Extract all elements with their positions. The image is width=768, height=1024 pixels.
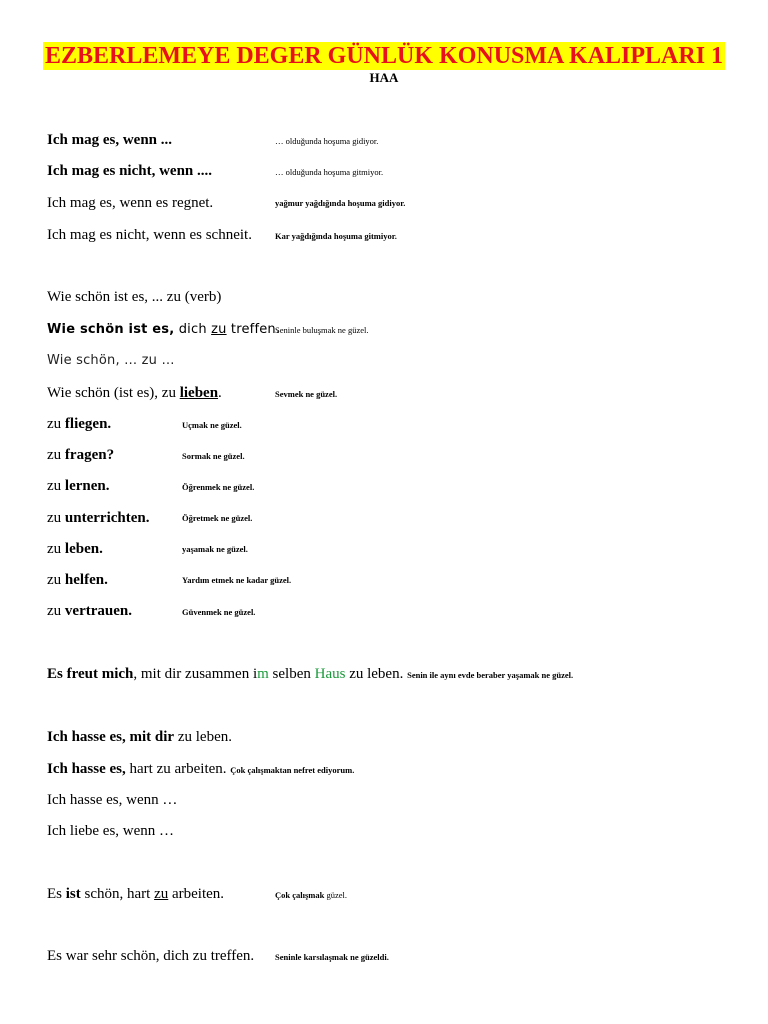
verb-prefix: zu [47, 447, 65, 463]
phrase-part: lieben [179, 385, 219, 401]
translation-line: Öğrenmek ne güzel. [182, 482, 255, 492]
translation-line: Kar yağdığında hoşuma gitmiyor. [275, 231, 397, 241]
phrase-part: arbeiten. [168, 886, 225, 902]
phrase-part: ist [65, 886, 81, 902]
verb-prefix: zu [47, 603, 65, 619]
phrase-line [47, 728, 232, 746]
phrase-line: Ich mag es nicht, wenn es schneit. [47, 227, 252, 243]
translation-line: Güvenmek ne güzel. [182, 607, 256, 617]
translation-line: yaşamak ne güzel. [182, 544, 248, 554]
translation-line: yağmur yağdığında hoşuma gidiyor. [275, 198, 406, 208]
phrase-part: dich [174, 322, 212, 337]
phrase-part: zu leben. [174, 729, 232, 745]
phrase-part: zu [211, 322, 227, 337]
translation-line: Uçmak ne güzel. [182, 420, 242, 430]
verb: helfen. [64, 572, 108, 588]
page-subtitle: HAA [369, 70, 399, 85]
translation-line: Seninle karsılaşmak ne güzeldi. [275, 952, 389, 962]
verb: lernen. [64, 478, 110, 494]
phrase-part: zu [154, 886, 169, 902]
phrase-line: Ich mag es, wenn es regnet. [47, 195, 214, 211]
phrase-part: Wie schön (ist es), zu [47, 385, 180, 401]
phrase-part: Es freut mich [47, 666, 134, 682]
phrase-part: treffen. [226, 322, 281, 337]
translation-line: … olduğunda hoşuma gitmiyor. [275, 167, 384, 177]
translation-line [275, 889, 347, 901]
phrase-part: . [218, 385, 222, 401]
verb-prefix: zu [47, 416, 65, 432]
translation-part: Çok çalışmak [275, 890, 325, 900]
verb: vertrauen. [64, 603, 132, 619]
verb: fragen? [64, 447, 115, 463]
verb: fliegen. [64, 416, 112, 432]
verb-line [47, 540, 103, 558]
phrase-line [47, 665, 573, 684]
phrase-part: Wie schön ist es, [47, 322, 175, 337]
phrase-line [47, 885, 224, 903]
phrase-part: schön, hart [80, 886, 155, 902]
verb-line [47, 477, 110, 495]
phrase-line: Ich liebe es, wenn … [47, 823, 175, 839]
phrase-part: hart zu arbeiten. [125, 761, 231, 777]
phrase-line: Ich mag es, wenn ... [47, 132, 173, 148]
phrase-line: Wie schön, … zu … [47, 353, 175, 368]
verb-prefix: zu [47, 541, 65, 557]
verb-line [47, 602, 132, 620]
translation-line: Yardım etmek ne kadar güzel. [182, 575, 292, 585]
phrase-part: m [257, 666, 269, 682]
translation-line: … olduğunda hoşuma gidiyor. [275, 136, 379, 146]
phrase-part: selben [268, 666, 315, 682]
phrase-part: Ich hasse es, [47, 761, 126, 777]
phrase-line: Ich hasse es, wenn … [47, 792, 178, 808]
verb-prefix: zu [47, 478, 65, 494]
page-title: EZBERLEMEYE DEGER GÜNLÜK KONUSMA KALIPLARI 1 [44, 43, 724, 69]
verb: leben. [64, 541, 103, 557]
verb-line [47, 571, 108, 589]
verb-prefix: zu [47, 510, 65, 526]
title-wrapper [0, 42, 768, 70]
phrase-part: Es [47, 886, 66, 902]
phrase-line [47, 321, 280, 339]
phrase-part: zu leben. [345, 666, 408, 682]
phrase-part: , mit dir zusammen i [133, 666, 258, 682]
translation-line: Seninle buluşmak ne güzel. [275, 325, 369, 335]
translation-line: Sormak ne güzel. [182, 451, 245, 461]
translation-inline: Senin ile aynı evde beraber yaşamak ne güzel. [407, 670, 574, 680]
translation-line: Öğretmek ne güzel. [182, 513, 253, 523]
translation-inline: Çok çalışmaktan nefret ediyorum. [230, 765, 355, 775]
phrase-line [47, 384, 222, 402]
translation-part: güzel. [324, 890, 348, 900]
verb-line [47, 509, 150, 527]
translation-line: Sevmek ne güzel. [275, 389, 338, 399]
phrase-line [47, 760, 354, 779]
phrase-line: Ich mag es nicht, wenn .... [47, 163, 213, 179]
phrase-part: Haus [314, 666, 346, 682]
phrase-line: Es war sehr schön, dich zu treffen. [47, 948, 255, 964]
phrase-part: Ich hasse es, mit dir [47, 729, 175, 745]
verb-line [47, 446, 114, 464]
verb-prefix: zu [47, 572, 65, 588]
verb-line [47, 415, 111, 433]
verb: unterrichten. [64, 510, 150, 526]
phrase-line: Wie schön ist es, ... zu (verb) [47, 289, 222, 305]
